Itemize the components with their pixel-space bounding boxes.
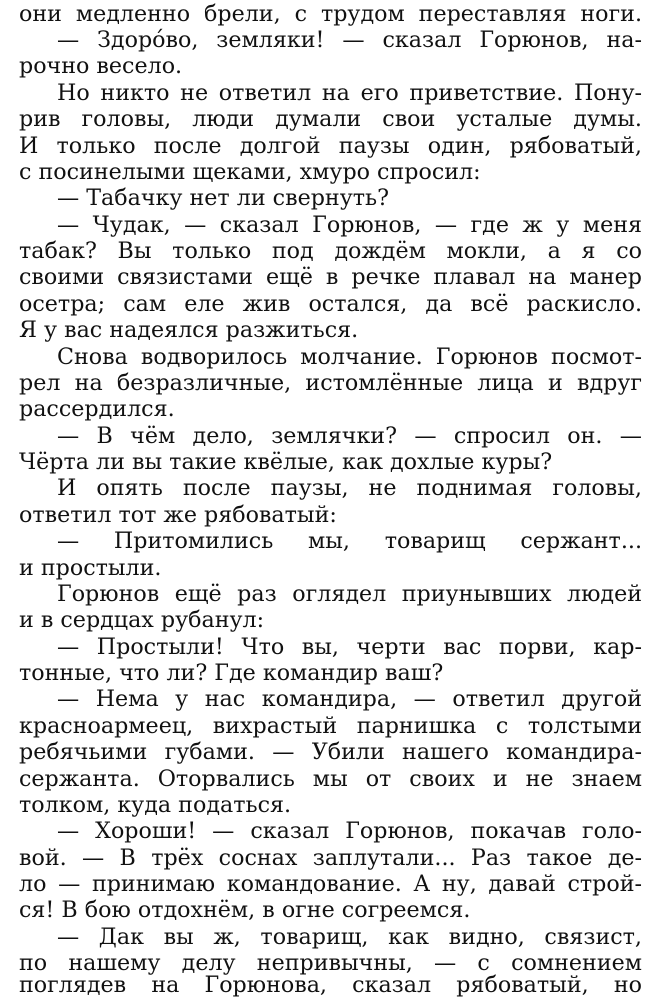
text-line: осетра; сам еле жив остался, да всё раскисло.: [19, 291, 642, 317]
text-line: вой. — В трёх соснах заплутали... Раз такое де-: [19, 845, 642, 871]
text-line: Чёрта ли вы такие квёлые, как дохлые куры?: [19, 449, 553, 475]
text-line: — Нема у нас командира, — ответил другой: [57, 686, 642, 712]
text-line: — Простыли! Что вы, черти вас порви, кар-: [57, 634, 642, 660]
text-line: Я у вас надеялся разжиться.: [19, 317, 359, 343]
text-line: Горюнов ещё раз оглядел приунывших людей: [57, 581, 642, 607]
text-line: рассердился.: [19, 396, 175, 422]
text-line: — Притомились мы, товарищ сержант...: [57, 528, 642, 554]
text-line: — В чём дело, землячки? — спросил он. —: [57, 423, 642, 449]
text-line: ребячьими губами. — Убили нашего командира-: [19, 739, 642, 765]
text-line: тонные, что ли? Где командир ваш?: [19, 660, 444, 686]
text-line: и простыли.: [19, 555, 162, 581]
text-line: рочно весело.: [19, 53, 183, 79]
text-line: — Табачку нет ли свернуть?: [57, 185, 390, 211]
text-line: красноармеец, вихрастый парнишка с толстыми: [19, 713, 642, 739]
text-line: сержанта. Оторвались мы от своих и не знаем: [19, 766, 642, 792]
text-line: они медленно брели, с трудом переставляя ноги.: [19, 1, 642, 27]
text-line: по нашему делу непривычны, — с сомнением: [19, 950, 642, 976]
text-line: поглядев на Горюнова, сказал рябоватый, но: [19, 972, 642, 998]
text-line: своими связистами ещё в речке плавал на манер: [19, 264, 642, 290]
text-line: ответил тот же рябоватый:: [19, 502, 337, 528]
text-line: — Чудак, — сказал Горюнов, — где ж у меня: [57, 212, 642, 238]
text-line: И опять после паузы, не поднимая головы,: [57, 475, 642, 501]
text-line: рел на безразличные, истомлённые лица и вдруг: [19, 370, 642, 396]
text-line: ло — принимаю командование. А ну, давай строй-: [19, 871, 642, 897]
text-line: и в сердцах рубанул:: [19, 607, 265, 633]
text-line: рив головы, люди думали свои усталые думы.: [19, 106, 642, 132]
text-line: И только после долгой паузы один, рябоватый,: [19, 133, 642, 159]
text-line: с посинелыми щеками, хмуро спросил:: [19, 159, 481, 185]
text-line: Снова водворилось молчание. Горюнов посмот-: [57, 344, 642, 370]
text-line: ся! В бою отдохнём, в огне согреемся.: [19, 897, 471, 923]
text-line: Но никто не ответил на его приветствие. Пону-: [57, 80, 642, 106]
text-line: — Дак вы ж, товарищ, как видно, связист,: [57, 924, 642, 950]
text-line: толком, куда податься.: [19, 792, 292, 818]
text-line: табак? Вы только под дождём мокли, а я со: [19, 238, 642, 264]
text-line: — Хороши! — сказал Горюнов, покачав голо-: [57, 818, 642, 844]
text-line: — Здоро́во, земляки! — сказал Горюнов, на-: [57, 27, 642, 53]
